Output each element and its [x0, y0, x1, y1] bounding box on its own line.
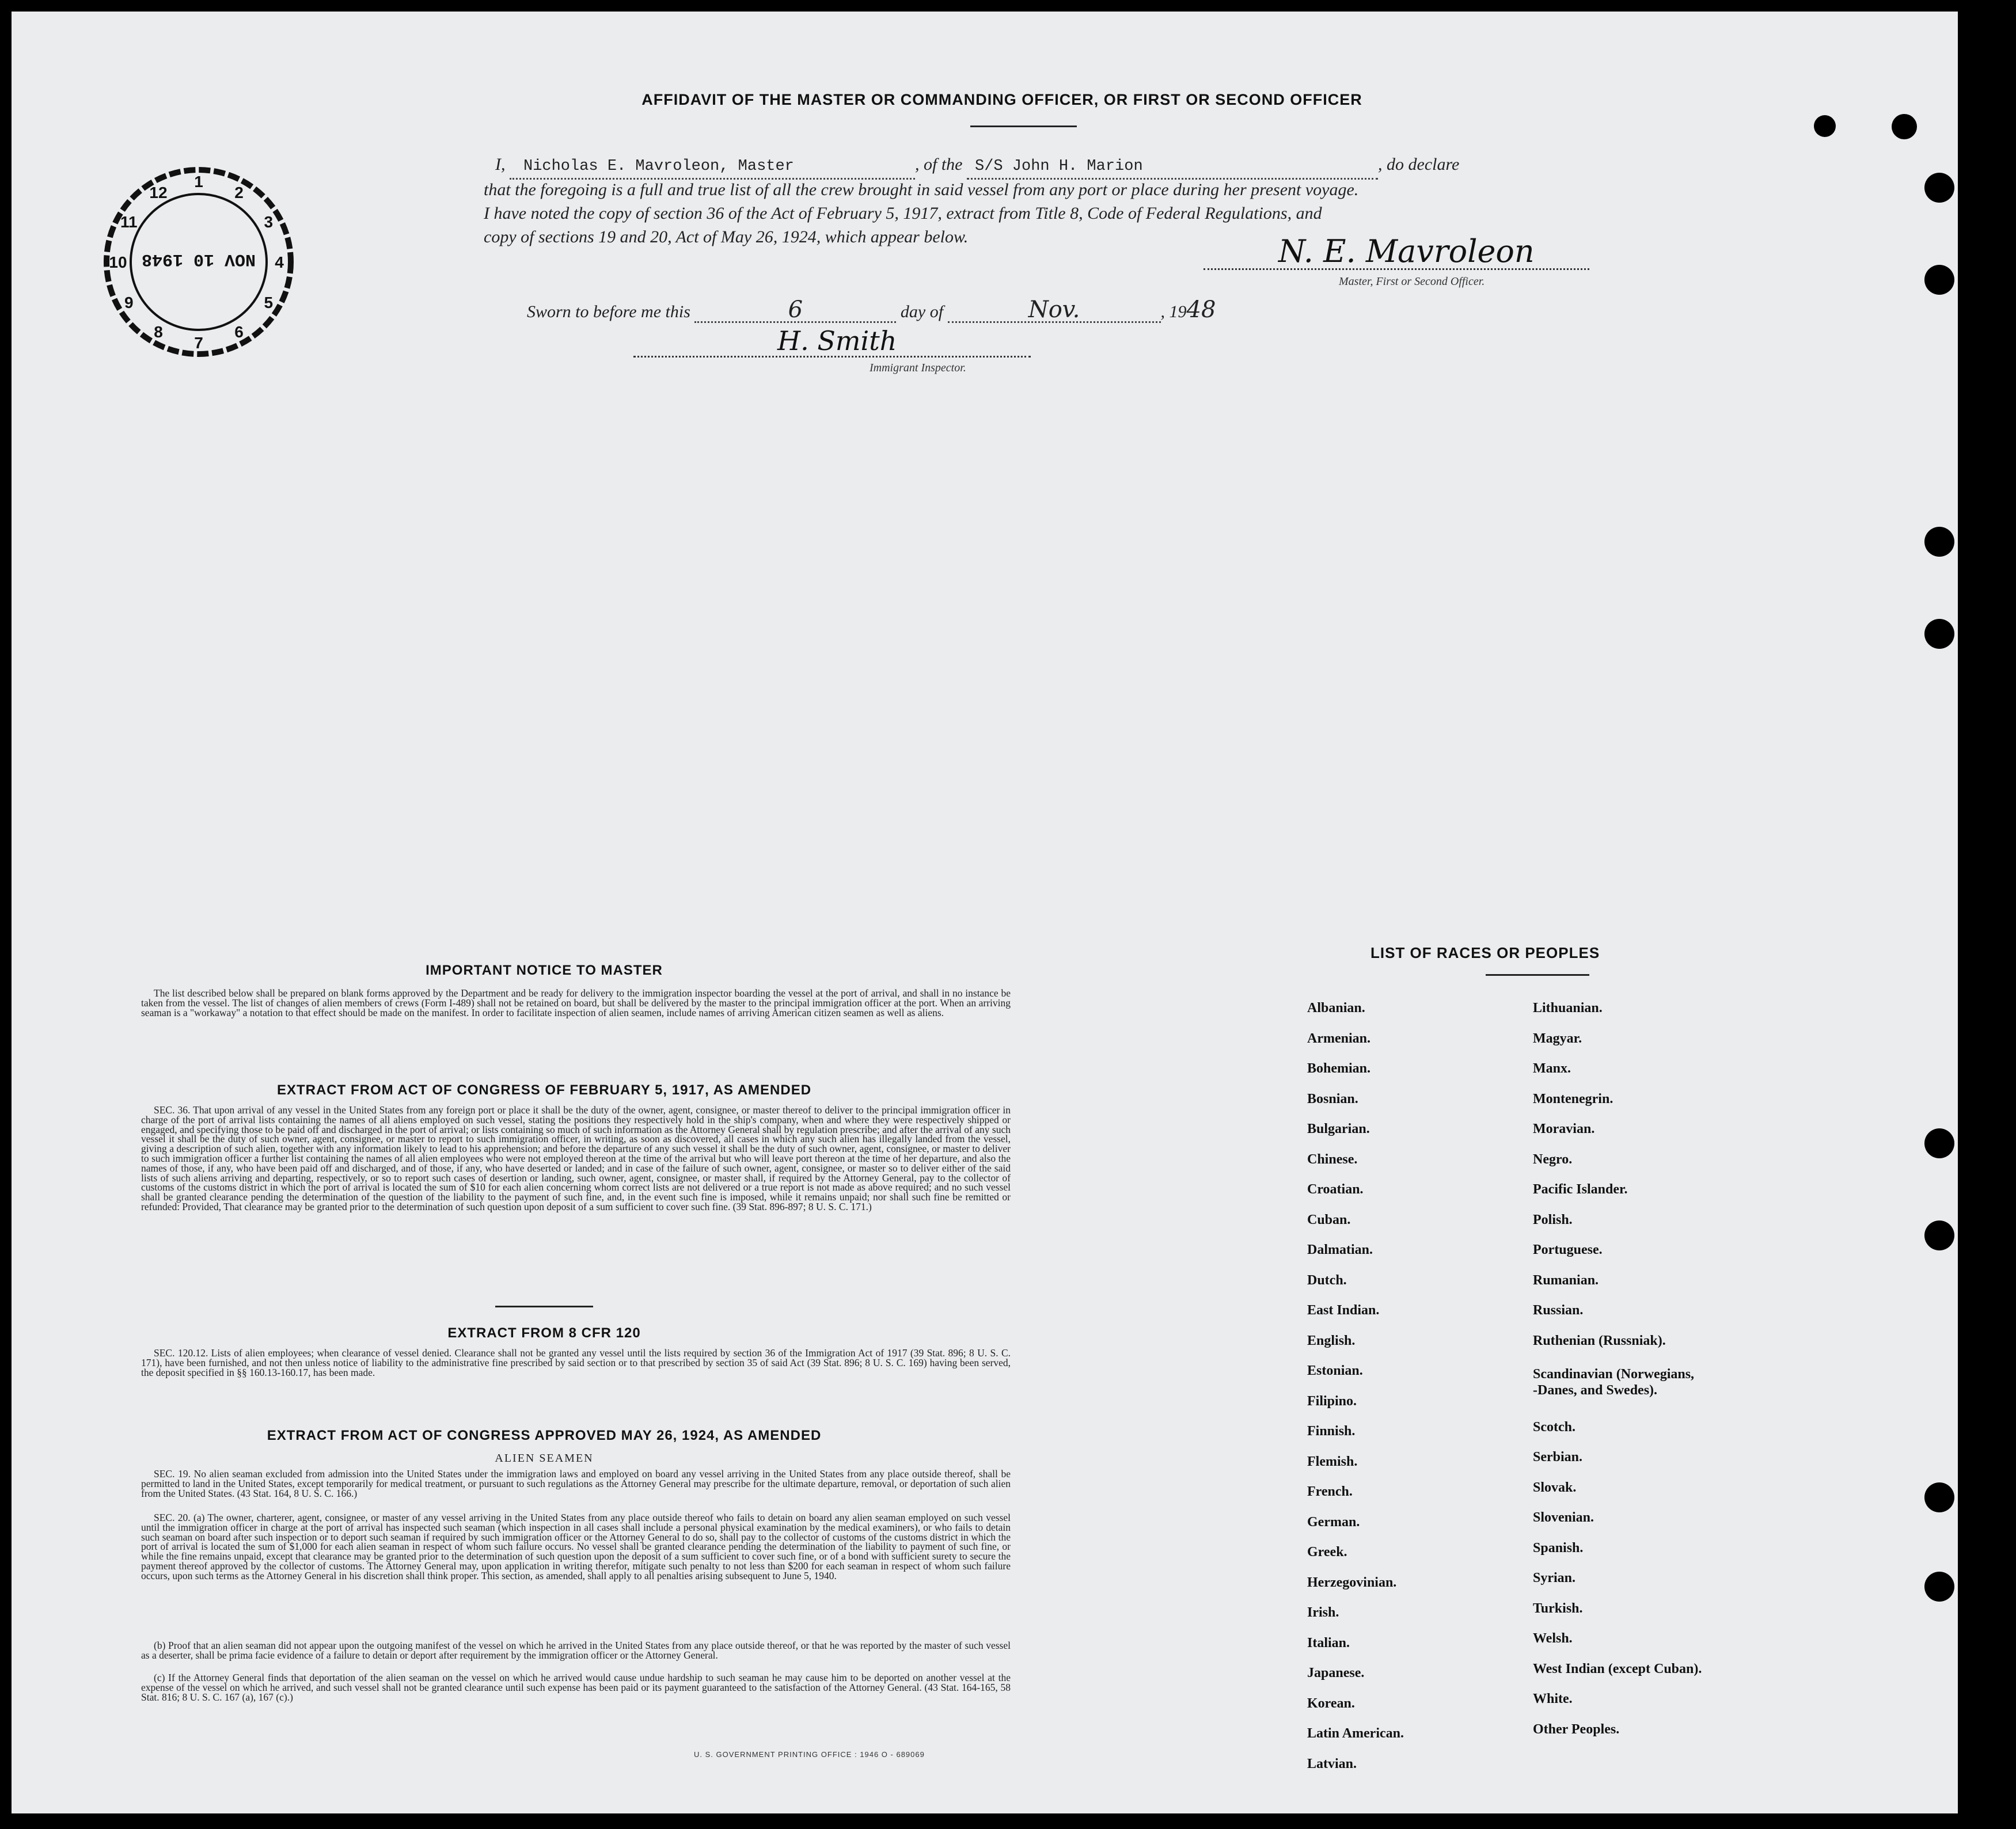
punch-hole [1924, 1482, 1954, 1512]
race-item: West Indian (except Cuban). [1533, 1661, 1702, 1676]
vessel-name-field: S/S John H. Marion [967, 155, 1378, 180]
race-item: Scotch. [1533, 1419, 1575, 1435]
inspector-signature: H. Smith [777, 325, 897, 356]
day-field: 6 [694, 298, 896, 323]
punch-hole [1924, 265, 1954, 295]
race-item: Ruthenian (Russniak). [1533, 1333, 1666, 1348]
master-signature: N. E. Mavroleon [1278, 233, 1535, 269]
punch-hole [1924, 619, 1954, 649]
race-item: -Danes, and Swedes). [1533, 1382, 1658, 1398]
race-item: Armenian. [1307, 1031, 1370, 1046]
punch-hole [1814, 115, 1836, 137]
race-item: Cuban. [1307, 1212, 1351, 1227]
punch-hole [1892, 114, 1917, 139]
race-item: Bohemian. [1307, 1061, 1371, 1076]
sworn-line [527, 298, 1216, 324]
race-item: Finnish. [1307, 1424, 1356, 1439]
race-item: Estonian. [1307, 1363, 1363, 1378]
stamp-ring-number: 3 [264, 213, 274, 231]
declaration-line2: that the foregoing is a full and true list of all the crew brought in said vessel from any port or place during her present voyage. [484, 180, 1359, 199]
race-item: Dalmatian. [1307, 1242, 1373, 1257]
inspector-signature-line [633, 356, 1031, 358]
race-item: Serbian. [1533, 1450, 1583, 1465]
race-item: Herzegovinian. [1307, 1575, 1397, 1590]
stamp-ring-number: 4 [275, 253, 284, 271]
extract-1917-heading: EXTRACT FROM ACT OF CONGRESS OF FEBRUARY 5, 1917, AS AMENDED [276, 1082, 812, 1098]
race-item: German. [1307, 1514, 1360, 1530]
race-item: Croatian. [1307, 1182, 1364, 1197]
race-item: Manx. [1533, 1061, 1571, 1076]
stamp-ring-number: 10 [109, 253, 127, 271]
immigration-stamp [101, 164, 297, 360]
stamp-ring-number: 12 [149, 183, 168, 201]
stamp-ring-number: 2 [234, 183, 244, 201]
punch-hole [1924, 1572, 1954, 1602]
sec19-text: SEC. 19. No alien seaman excluded from admission into the United States under the immigration laws and employed on board any vessel arriving in the United States from any place outside thereof, shall be permitted to land in the United States, except temporarily for medical treatment, or pursuant to such regulations as the Attorney General may prescribe for the ultimate departure, removal, or deportation of such alien from the United States. (43 Stat. 164, 8 U. S. C. 166.) [141, 1468, 1011, 1499]
race-item: Polish. [1533, 1212, 1573, 1227]
notice-text: The list described below shall be prepared on blank forms approved by the Department and be ready for delivery to the immigration inspector boarding the vessel at the port of arrival, and shall in no instance be taken from the vessel. The list of changes of alien members of crews (Form I-489) shall not be retained on board, but shall be delivered by the master to the principal immigration officer at the port. When an arriving seaman is a "workaway" a notation to that effect should be made on the manifest. In order to facilitate inspection of alien seamen, include names of arriving American citizen seamen as well as aliens. [141, 987, 1011, 1018]
of-the-text: , of the [915, 155, 963, 174]
race-item: Rumanian. [1533, 1272, 1599, 1288]
extract-1924-heading: EXTRACT FROM ACT OF CONGRESS APPROVED MAY 26, 1924, AS AMENDED [267, 1428, 822, 1443]
day-of-text: day of [900, 302, 944, 321]
race-item: Russian. [1533, 1303, 1584, 1318]
race-item: Other Peoples. [1533, 1721, 1620, 1737]
master-signature-line [1203, 268, 1589, 270]
stamp-ring-number: 1 [194, 173, 203, 191]
race-item: Italian. [1307, 1635, 1350, 1651]
line1-prefix: I, [495, 155, 506, 174]
inspector-caption: Immigrant Inspector. [870, 362, 966, 374]
race-item: Magyar. [1533, 1031, 1582, 1046]
race-item: French. [1307, 1484, 1353, 1499]
section-rule [495, 1306, 593, 1307]
year-field: 48 [1186, 296, 1216, 323]
race-item: Greek. [1307, 1545, 1347, 1560]
stamp-ring-number: 8 [154, 323, 163, 341]
race-item: Flemish. [1307, 1454, 1358, 1469]
extract-cfr-text: SEC. 120.12. Lists of alien employees; when clearance of vessel denied. Clearance shall not be granted any vessel until the lists required by section 36 of the Immigration Act of 1917 (39 Stat. 896; 8 U. S. C. 171), have been furnished, and not then unless notice of liability to the administrative fine prescribed by said section or to that prescribed by section 35 of said Act (39 Stat. 896; 8 U. S. C. 169) having been served, the deposit specified in §§ 160.13-160.17, has been made. [141, 1347, 1011, 1378]
stamp-ring-number: 7 [194, 334, 203, 352]
year-prefix: , 19 [1160, 302, 1187, 321]
race-item: White. [1533, 1691, 1573, 1706]
punch-hole [1924, 173, 1954, 203]
declaration-line4: copy of sections 19 and 20, Act of May 26, 1924, which appear below. [484, 227, 969, 246]
declaration-line1 [495, 153, 1459, 180]
stamp-ring-number: 9 [124, 294, 134, 311]
race-item: Latvian. [1307, 1756, 1357, 1771]
race-item: Negro. [1533, 1151, 1573, 1167]
printer-imprint: U. S. GOVERNMENT PRINTING OFFICE : 1946 O - 689069 [694, 1750, 925, 1759]
race-item: Bosnian. [1307, 1091, 1358, 1106]
race-item: Dutch. [1307, 1272, 1347, 1288]
race-item: Bulgarian. [1307, 1121, 1370, 1136]
race-item: Chinese. [1307, 1151, 1358, 1167]
extract-cfr-heading: EXTRACT FROM 8 CFR 120 [447, 1325, 641, 1341]
race-item: Spanish. [1533, 1540, 1584, 1556]
do-declare-text: , do declare [1378, 155, 1460, 174]
races-heading: LIST OF RACES OR PEOPLES [1370, 944, 1600, 961]
punch-hole [1924, 1128, 1954, 1158]
race-item: Montenegrin. [1533, 1091, 1613, 1106]
race-item: Welsh. [1533, 1631, 1573, 1646]
stamp-ring-number: 11 [120, 213, 138, 231]
affidavit-title: AFFIDAVIT OF THE MASTER OR COMMANDING OFFICER, OR FIRST OR SECOND OFFICER [641, 91, 1362, 108]
race-item: Portuguese. [1533, 1242, 1603, 1257]
punch-hole [1924, 527, 1954, 557]
title-rule [970, 126, 1077, 127]
master-name-field: Nicholas E. Mavroleon, Master [510, 155, 915, 180]
sec20b-text: (b) Proof that an alien seaman did not appear upon the outgoing manifest of the vessel on which he arrived in the United States from any place outside thereof, or that he was reported by the master of such vessel as a deserter, shall be prima facie evidence of a failure to detain or deport after requirement by the immigration officer or the Attorney General. [141, 1640, 1011, 1661]
race-item: Scandinavian (Norwegians, [1533, 1366, 1695, 1382]
race-item: Slovenian. [1533, 1510, 1594, 1525]
race-item: Irish. [1307, 1605, 1339, 1620]
notice-heading: IMPORTANT NOTICE TO MASTER [426, 963, 663, 978]
race-item: East Indian. [1307, 1303, 1380, 1318]
race-item: Turkish. [1533, 1600, 1583, 1616]
race-item: Moravian. [1533, 1121, 1595, 1136]
sec20a-text: SEC. 20. (a) The owner, charterer, agent, consignee, or master of any vessel arriving in the United States from any place outside thereof who fails to detain on board any alien seaman employed on such vessel until the immigration officer in charge at the port of arrival has inspected such seaman (which inspection in all cases shall include a personal physical examination by the medical examiners), or who fails to detain such seaman on board after such inspection or to deport such seaman if required by such immigration officer or the Attorney General to do so, shall pay to the collector of customs of the customs district in which the port of arrival is located the sum of $1,000 for each alien seaman in respect of whom such failure occurs. No vessel shall be granted clearance pending the determination of the liability to payment of such fine, or while the fine remains unpaid, except that clearance may be granted prior to the determination of such question upon the deposit of a sum sufficient to cover such fine, or of a bond with sufficient surety to secure the payment thereof approved by the collector of customs. The Attorney General may, upon application in writing therefor, mitigate such penalty to not less than $200 for each seaman in respect of whom such failure occurs, upon such terms as the Attorney General in his discretion shall think proper. This section, as amended, shall apply to all penalties arising subsequent to June 5, 1940. [141, 1512, 1011, 1581]
race-item: Filipino. [1307, 1393, 1357, 1409]
stamp-date: NOV 10 1948 [141, 249, 256, 269]
document-page [12, 12, 1958, 1813]
race-item: Japanese. [1307, 1666, 1365, 1680]
race-item: Pacific Islander. [1533, 1182, 1628, 1197]
race-item: Latin American. [1307, 1726, 1404, 1741]
race-item: Korean. [1307, 1695, 1355, 1711]
stamp-ring-number: 6 [234, 323, 244, 341]
races-rule [1486, 974, 1589, 976]
race-item: English. [1307, 1333, 1356, 1348]
month-field: Nov. [948, 298, 1161, 323]
race-item: Slovak. [1533, 1480, 1577, 1495]
stamp-ring-number: 5 [264, 294, 274, 311]
alien-seamen-subheading: ALIEN SEAMEN [495, 1452, 594, 1465]
sec20c-text: (c) If the Attorney General finds that deportation of the alien seaman on the vessel on which he arrived would cause undue hardship to such seaman he may cause him to be deported on another vessel at the expense of the vessel on which he arrived, and such vessel shall not be granted clearance until such expense has been paid or its payment guaranteed to the satisfaction of the Attorney General. (43 Stat. 164-165, 58 Stat. 816; 8 U. S. C. 167 (a), 167 (c).) [141, 1672, 1011, 1703]
sworn-prefix: Sworn to before me this [527, 302, 690, 321]
extract-1917-text: SEC. 36. That upon arrival of any vessel in the United States from any foreign port or place it shall be the duty of the owner, agent, consignee, or master thereof to deliver to the principal immigration officer in charge of the port of arrival lists containing the names of all aliens employed on such vessel, stating the positions they respectively hold in the ship's company, when and where they were respectively shipped or engaged, and specifying those to be paid off and discharged in the port of arrival; or lists containing so much of such information as the Attorney General shall by regulation prescribe; and after the arrival of any such vessel it shall be the duty of such owner, agent, consignee, or master to report to such immigration officer, in writing, as soon as discovered, all cases in which any such alien has illegally landed from the vessel, giving a description of such alien, together with any information likely to lead to his apprehension; and before the departure of any such vessel it shall be the duty of such owner, agent, consignee, or master to deliver to such immigration officer a further list containing the names of all alien employees who were not employed thereon at the time of the arrival but who will leave port thereon at the time of her departure, and also the names of those, if any, who have been paid off and discharged, and of those, if any, who have deserted or landed; and in case of the failure of such owner, agent, consignee, or master so to deliver either of the said lists of such aliens arriving and departing, respectively, or so to report such cases of desertion or landing, such owner, agent, consignee, or master shall, if required by the Attorney General, pay to the collector of customs of the customs district in which the port of arrival is located the sum of $10 for each alien concerning whom correct lists are not delivered or a true report is not made as above required; and no such vessel shall be granted clearance pending the determination of the question of the liability to the payment of such fine, and, in the event such fine is imposed, while it remains unpaid; nor shall such fine be remitted or refunded: Provided, That clearance may be granted prior to the determination of such question upon deposit of a sum sufficient to cover such fine. (39 Stat. 896-897; 8 U. S. C. 171.) [141, 1104, 1011, 1212]
race-item: Lithuanian. [1533, 1001, 1603, 1016]
master-caption: Master, First or Second Officer. [1339, 275, 1485, 288]
race-item: Syrian. [1533, 1571, 1576, 1585]
declaration-line3: I have noted the copy of section 36 of the Act of February 5, 1917, extract from Title 8, Code of Federal Regulations, and [484, 204, 1322, 223]
race-item: Albanian. [1307, 1001, 1365, 1016]
punch-hole [1924, 1220, 1954, 1250]
